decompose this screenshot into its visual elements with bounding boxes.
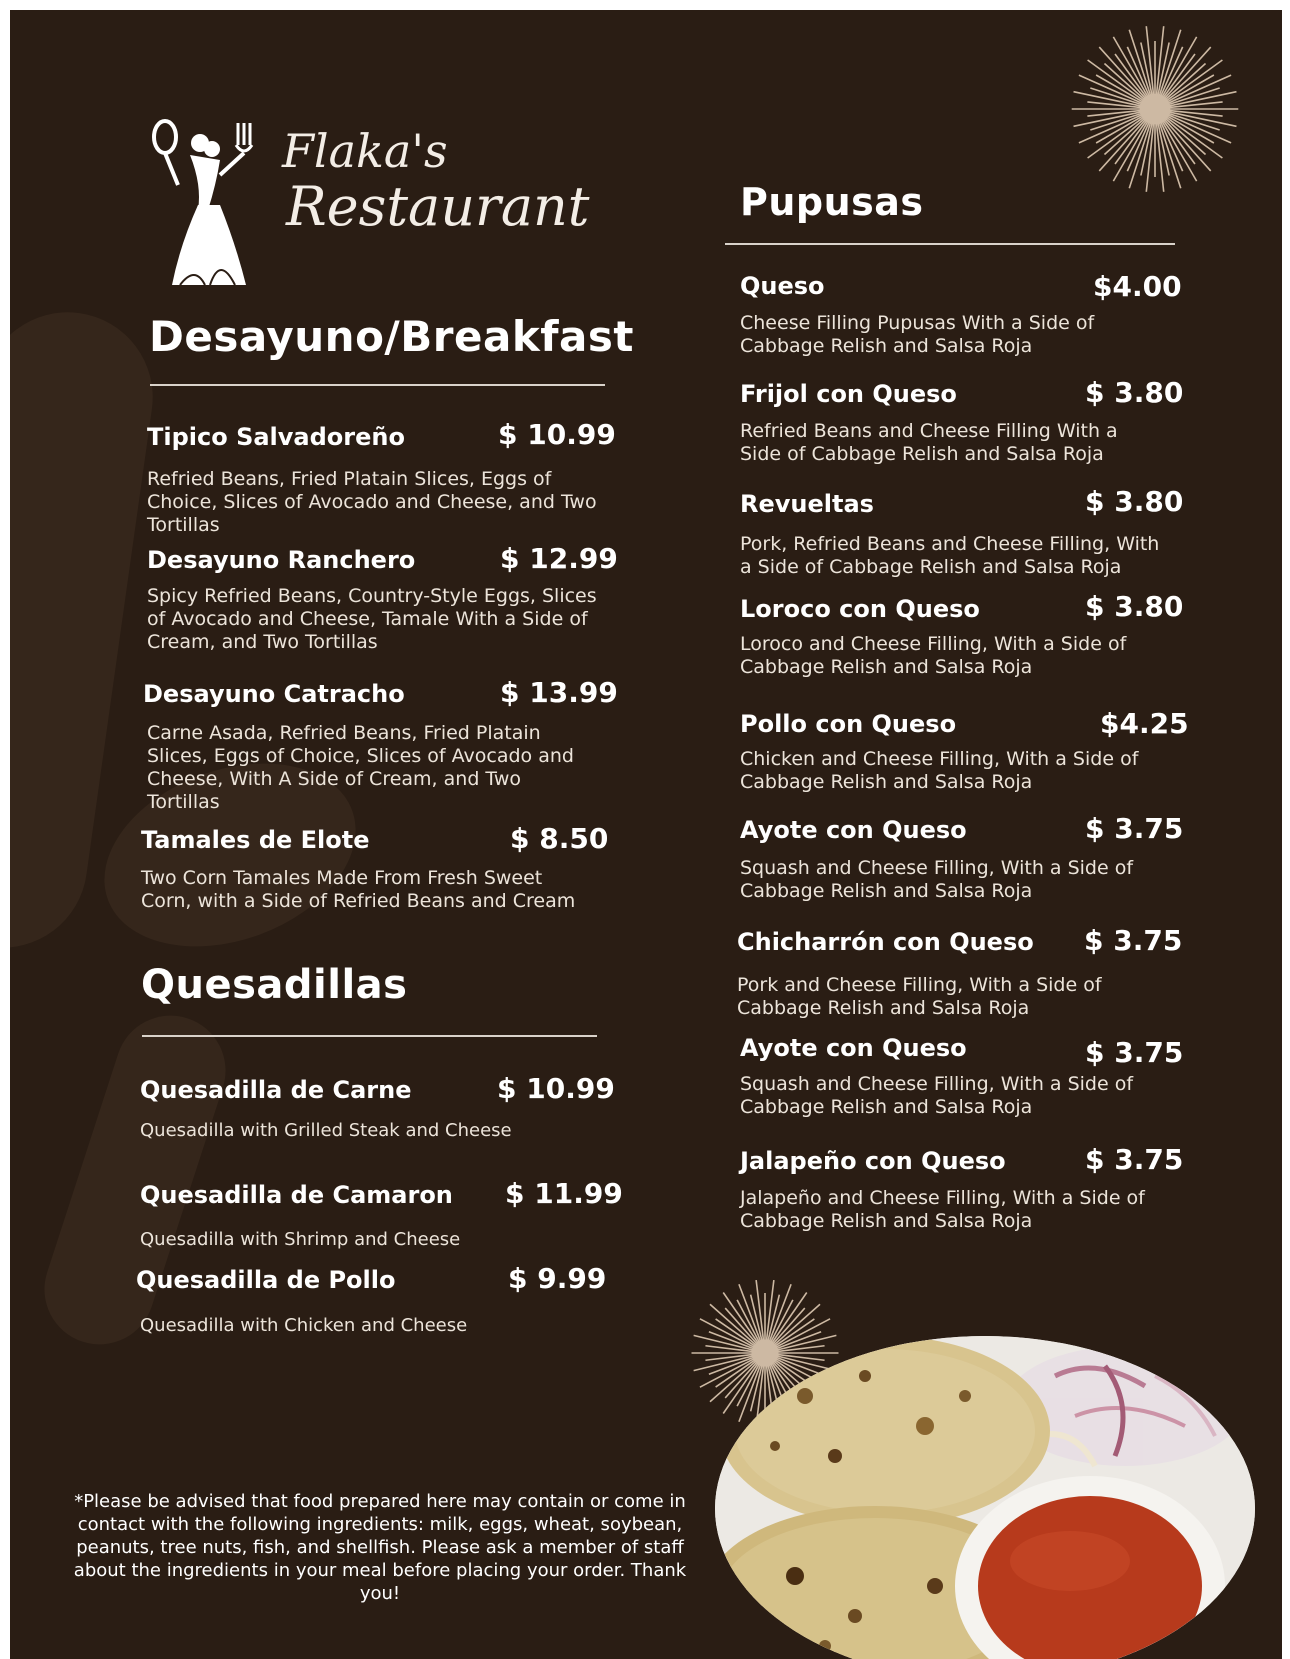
quesadillas-title: Quesadillas bbox=[141, 962, 408, 1008]
restaurant-name-line2: Restaurant bbox=[286, 175, 590, 238]
item-price: $ 3.75 bbox=[1085, 1143, 1184, 1176]
item-description: Quesadilla with Chicken and Cheese bbox=[140, 1315, 468, 1336]
item-description: Pork and Cheese Filling, With a Side of Cabbage Relish and Salsa Roja bbox=[737, 974, 1102, 1019]
sunburst-ray bbox=[1161, 121, 1183, 171]
sunburst-center bbox=[1140, 94, 1171, 125]
item-description: Pork, Refried Beans and Cheese Filling, With a Side of Cabbage Relish and Salsa Roja bbox=[740, 533, 1160, 578]
restaurant-name-line1: Flaka's bbox=[282, 124, 448, 178]
item-description: Squash and Cheese Filling, With a Side of Cabbage Relish and Salsa Roja bbox=[740, 857, 1134, 902]
breakfast-title: Desayuno/Breakfast bbox=[149, 312, 634, 361]
item-description: Refried Beans, Fried Platain Slices, Eggs of Choice, Slices of Avocado and Cheese, and Two Tortillas bbox=[147, 468, 597, 536]
item-description: Cheese Filling Pupusas With a Side of Cabbage Relish and Salsa Roja bbox=[740, 312, 1095, 357]
item-price: $ 11.99 bbox=[505, 1177, 623, 1210]
item-description: Spicy Refried Beans, Country-Style Eggs, Slices of Avocado and Cheese, Tamale With a Side of Cream, and Two Tortillas bbox=[147, 585, 597, 653]
item-description: Quesadilla with Grilled Steak and Cheese bbox=[140, 1120, 512, 1141]
sunburst-ray bbox=[1127, 121, 1149, 171]
item-name: Tamales de Elote bbox=[141, 826, 370, 854]
item-price: $ 10.99 bbox=[498, 418, 616, 451]
item-description: Loroco and Cheese Filling, With a Side of Cabbage Relish and Salsa Roja bbox=[740, 633, 1127, 678]
item-name: Ayote con Queso bbox=[740, 816, 967, 844]
item-name: Chicharrón con Queso bbox=[737, 928, 1034, 956]
item-description: Chicken and Cheese Filling, With a Side of Cabbage Relish and Salsa Roja bbox=[740, 748, 1139, 793]
item-name: Desayuno Ranchero bbox=[147, 546, 416, 574]
allergen-notice: *Please be advised that food prepared here may contain or come in contact with the following ingredients: milk, eggs, wheat, soybean, peanuts, tree nuts, fish, and shellfish. Please ask a member of staff about the ingredients in your meal before placing your order. Thank you! bbox=[73, 1491, 687, 1604]
item-description: Squash and Cheese Filling, With a Side of Cabbage Relish and Salsa Roja bbox=[740, 1073, 1134, 1118]
pupusas-plate-illustration bbox=[715, 1336, 1255, 1659]
item-description: Quesadilla with Shrimp and Cheese bbox=[140, 1229, 461, 1250]
item-price: $ 3.75 bbox=[1084, 924, 1183, 957]
item-price: $ 8.50 bbox=[510, 822, 609, 855]
pupusas-photo bbox=[715, 1336, 1255, 1659]
item-description: Carne Asada, Refried Beans, Fried Platain Slices, Eggs of Choice, Slices of Avocado and Cheese, With A Side of Cream, and Two Tortillas bbox=[147, 722, 574, 813]
item-name: Pollo con Queso bbox=[740, 710, 957, 738]
item-price: $ 13.99 bbox=[500, 676, 618, 709]
restaurant-name bbox=[282, 124, 590, 238]
item-name: Quesadilla de Pollo bbox=[136, 1266, 396, 1294]
item-name: Desayuno Catracho bbox=[143, 680, 405, 708]
pupusas-divider bbox=[725, 243, 1175, 245]
breakfast-divider bbox=[150, 384, 605, 386]
item-description: Two Corn Tamales Made From Fresh Sweet Corn, with a Side of Refried Beans and Cream bbox=[141, 867, 576, 912]
item-description: Refried Beans and Cheese Filling With a Side of Cabbage Relish and Salsa Roja bbox=[740, 420, 1118, 465]
item-name: Revueltas bbox=[740, 490, 874, 518]
sunburst-icon bbox=[1070, 24, 1240, 194]
item-price: $ 3.80 bbox=[1085, 376, 1184, 409]
item-name: Jalapeño con Queso bbox=[740, 1147, 1006, 1175]
item-name: Tipico Salvadoreño bbox=[147, 423, 405, 451]
sunburst-ray bbox=[773, 1308, 805, 1344]
sunburst-ray bbox=[1161, 47, 1183, 97]
dancing-couple-logo-icon bbox=[150, 115, 260, 295]
quesadillas-divider bbox=[142, 1035, 597, 1037]
item-price: $ 12.99 bbox=[500, 542, 618, 575]
sunburst-ray bbox=[1127, 47, 1149, 97]
item-name: Ayote con Queso bbox=[740, 1034, 967, 1062]
item-description: Jalapeño and Cheese Filling, With a Side of Cabbage Relish and Salsa Roja bbox=[740, 1187, 1145, 1232]
item-name: Quesadilla de Carne bbox=[140, 1076, 412, 1104]
item-price: $ 3.75 bbox=[1085, 1036, 1184, 1069]
item-name: Quesadilla de Camaron bbox=[140, 1181, 453, 1209]
item-price: $ 3.80 bbox=[1085, 590, 1184, 623]
sunburst-ray bbox=[725, 1362, 757, 1398]
item-price: $ 9.99 bbox=[508, 1262, 607, 1295]
menu-page bbox=[10, 10, 1282, 1659]
item-price: $ 10.99 bbox=[497, 1072, 615, 1105]
item-name: Loroco con Queso bbox=[740, 595, 980, 623]
background-swirl bbox=[30, 1001, 240, 1358]
sunburst-center bbox=[752, 1340, 779, 1367]
pupusas-title: Pupusas bbox=[740, 180, 924, 224]
item-price: $4.25 bbox=[1100, 707, 1189, 740]
item-price: $4.00 bbox=[1093, 270, 1182, 303]
item-name: Frijol con Queso bbox=[740, 380, 957, 408]
item-name: Queso bbox=[740, 272, 825, 300]
sunburst-ray bbox=[725, 1308, 757, 1344]
item-price: $ 3.80 bbox=[1085, 485, 1184, 518]
item-price: $ 3.75 bbox=[1085, 812, 1184, 845]
